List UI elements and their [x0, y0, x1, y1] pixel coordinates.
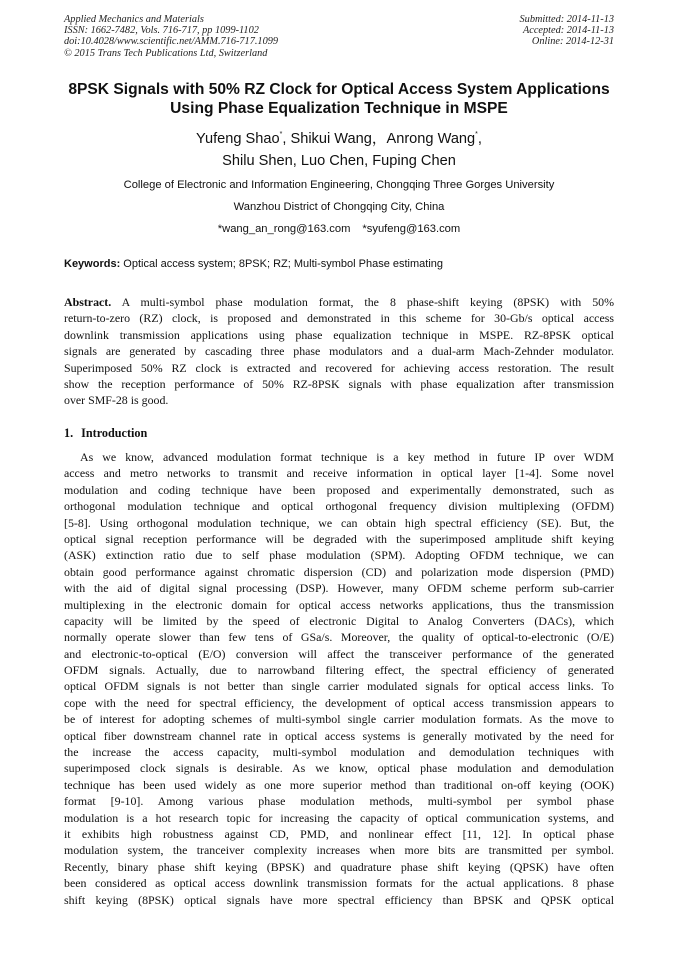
- abstract-line: over SMF-28 is good.: [64, 393, 169, 408]
- journal-info: [64, 14, 278, 59]
- corresponding-mark: *: [279, 131, 283, 138]
- paragraph-line: access and metro networks to transmit and receive information in optical layer [1-4]. Some novel: [64, 466, 614, 481]
- affiliation-line: College of Electronic and Information Engineering, Chongqing Three Gorges University: [123, 179, 555, 191]
- author-emails: [40, 223, 638, 235]
- submitted-date: Submitted: 2014-11-13: [519, 14, 614, 25]
- paper-title: [40, 80, 638, 118]
- paragraph-line: optical fiber downstream channel rate in optical access systems is generally motivated by the need for: [64, 728, 614, 743]
- paragraph-line: obtain good performance against chromatic dispersion (CD) and polarization mode dispersion (PMD): [64, 564, 614, 579]
- title-line: Using Phase Equalization Technique in MSPE: [170, 100, 508, 117]
- paragraph-line: superimposed clock signals is desirable. As we know, optical phase modulation and demodulation: [64, 761, 614, 776]
- online-date: Online: 2014-12-31: [531, 36, 614, 48]
- abstract-line: show the reception performance of 50% RZ-8PSK signals with phase equalization after transmission: [64, 376, 614, 391]
- journal-issn: ISSN: 1662-7482, Vols. 716-717, pp 1099-1102: [64, 25, 259, 37]
- abstract-line: Abstract. A multi-symbol phase modulation format, the 8 phase-shift keying (8PSK) with 50%: [64, 295, 614, 309]
- paragraph-line: (ASK) extinction ratio due to self phase modulation (SPM). Adopting OFDM technique, we can: [64, 548, 614, 563]
- paragraph-line: been considered as optical access downlink transmission formats for the actual applications. 8 phase: [64, 876, 614, 891]
- paragraph-line: As we know, advanced modulation format technique is a key method in future IP over WDM: [80, 450, 614, 464]
- paragraph-line: format [9-10]. Among various phase modulation methods, multi-symbol per symbol phase: [64, 794, 614, 809]
- abstract: [64, 294, 614, 409]
- corresponding-mark: *: [475, 131, 478, 138]
- abstract-label: Abstract.: [64, 295, 112, 309]
- abstract-line: return-to-zero (RZ) clock, is proposed and demonstrated in this scheme for 30-Gb/s optical access: [64, 311, 614, 326]
- paragraph-line: modulation and coding technique have been proposed and experimentally demonstrated, such as: [64, 482, 614, 497]
- abstract-line: signals are generated by cascading three phase modulators and a dual-arm Mach-Zehnder modulator.: [64, 344, 614, 359]
- section-number: 1.: [64, 426, 74, 440]
- keywords: [64, 258, 443, 270]
- author-separator: ,: [282, 131, 291, 147]
- introduction-body: [64, 449, 614, 908]
- paragraph-line: [5-8]. Using orthogonal modulation technique, we can obtain high spectral efficiency (SE). But, the: [64, 515, 614, 530]
- email-address[interactable]: *wang_an_rong@163.com: [217, 223, 351, 235]
- journal-doi: doi:10.4028/www.scientific.net/AMM.716-717.1099: [64, 36, 279, 48]
- abstract-line: Superimposed 50% RZ clock is extracted and recovered for achieving access restoration. The result: [64, 360, 614, 375]
- accepted-date: Accepted: 2014-11-13: [522, 25, 614, 37]
- affiliation-line: Wanzhou District of Chongqing City, China: [233, 201, 445, 213]
- author-separator: ，: [371, 131, 387, 147]
- keywords-label: Keywords:: [64, 258, 121, 270]
- paragraph-line: OFDM signals. Actually, due to narrowband filtering effect, the spectral efficiency of generated: [64, 663, 614, 678]
- author-line: [40, 127, 638, 148]
- paragraph-line: Recently, binary phase shift keying (BPSK) and quadrature phase shift keying (QPSK) have often: [64, 859, 614, 874]
- paragraph-line: capacity will be limited by the speed of electronic Digital to Analog Converters (DACs), which: [64, 613, 614, 628]
- submission-dates: [520, 14, 614, 48]
- paragraph-line: be of interest for adopting schemes of multi-symbol single carrier modulation formats. As the move to: [64, 712, 614, 727]
- author-name: Yufeng Shao: [196, 131, 280, 147]
- paragraph-line: shift keying (8PSK) optical signals have more spectral efficiency than BPSK and QPSK optical: [64, 892, 614, 907]
- paragraph-line: technique has been used widely as one more superior method than traditional on-off keying (OOK): [64, 777, 614, 792]
- title-line: 8PSK Signals with 50% RZ Clock for Optical Access System Applications: [68, 81, 610, 98]
- paragraph-line: and electronic-to-optical (E/O) conversion will affect the transceiver performance of the generated: [64, 646, 614, 661]
- journal-copyright: © 2015 Trans Tech Publications Ltd, Switzerland: [64, 47, 268, 59]
- paragraph-line: optical signal reception performance will be degraded with the superimposed amplitude shift keying: [64, 531, 614, 546]
- section-heading: [64, 426, 147, 441]
- author-separator: ,: [477, 131, 482, 147]
- paragraph-line: modulation system, the tranceiver complexity increases when more bits are transmitted per symbol.: [64, 843, 614, 858]
- author-name: Shikui Wang: [290, 131, 372, 147]
- paragraph-line: normally operate slower than few tens of GSa/s. Moreover, the quality of optical-to-electronic (O/E): [64, 630, 614, 645]
- paragraph-line: the increase the access capacity, multi-symbol modulation and demodulation techniques with: [64, 745, 614, 760]
- paragraph-line: multiplexing in the electronic domain for optical access networks applications, thus the transmission: [64, 597, 614, 612]
- author-line: Shilu Shen, Luo Chen, Fuping Chen: [222, 153, 456, 169]
- email-address[interactable]: *syufeng@163.com: [362, 223, 461, 235]
- keywords-text: Optical access system; 8PSK; RZ; Multi-symbol Phase estimating: [120, 258, 444, 270]
- abstract-line: downlink transmission applications using phase equalization technique in MSPE. RZ-8PSK optical: [64, 327, 614, 342]
- paragraph-line: with the aid of digital signal processing (DSP). However, many OFDM scheme perform sub-carrier: [64, 581, 614, 596]
- journal-name: Applied Mechanics and Materials: [64, 14, 204, 25]
- author-name: Anrong Wang: [386, 131, 476, 147]
- section-title: Introduction: [81, 426, 148, 440]
- paragraph-line: it exhibits high robustness against CD, PMD, and nonlinear effect [11, 12]. In optical phase: [64, 826, 614, 841]
- paragraph-line: modulation is a hot research topic for increasing the capacity of optical communication systems, and: [64, 810, 614, 825]
- paragraph-line: orthogonal modulation technique and optical orthogonal frequency division multiplexing (OFDM): [64, 499, 614, 514]
- paragraph-line: cope with the need for spectral efficiency, the development of optical access transmission appears to: [64, 695, 614, 710]
- paragraph-line: optical OFDM signals is not better than single carrier modulated signals for optical access links. To: [64, 679, 614, 694]
